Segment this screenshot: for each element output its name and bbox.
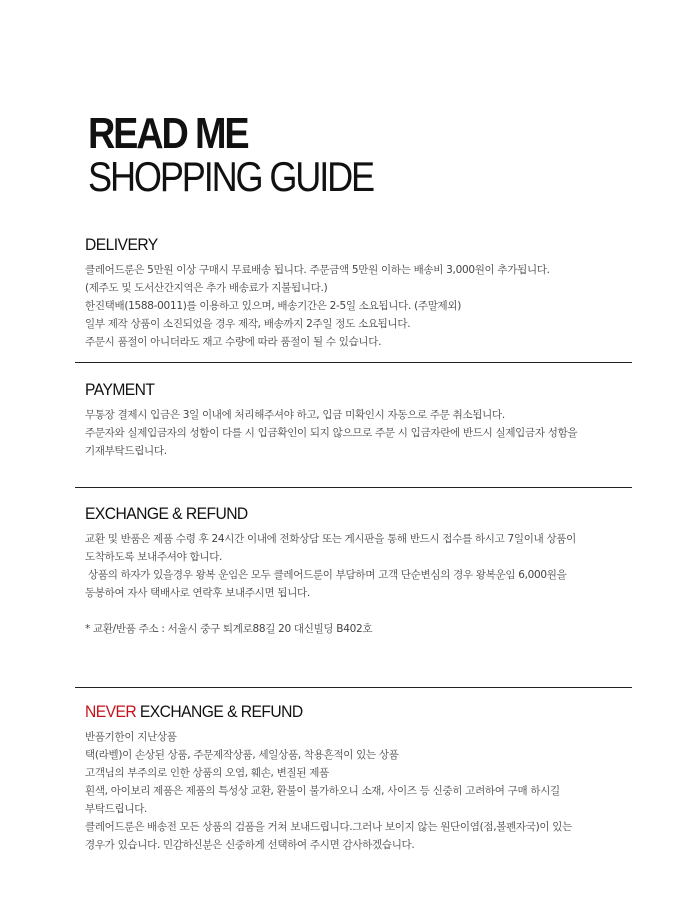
delivery-line: 한진택배(1588-0011)를 이용하고 있으며, 배송기간은 2-5일 소요됩니다. (주말제외): [85, 300, 462, 312]
delivery-line: (제주도 및 도서산간지역은 추가 배송료가 지불됩니다.): [85, 282, 328, 294]
delivery-line: 클레어드룬은 5만원 이상 구매시 무료배송 됩니다. 주문금액 5만원 이하는 배송비 3,000원이 추가됩니다.: [85, 264, 550, 276]
never-exchange-section: [85, 702, 633, 854]
delivery-section: [85, 235, 633, 351]
exchange-line: 상품의 하자가 있을경우 왕복 운임은 모두 클레어드룬이 부담하며 고객 단순변심의 경우 왕복운임 6,000원을: [85, 569, 567, 581]
section-divider: [75, 362, 632, 363]
never-accent: NEVER: [85, 702, 137, 721]
never-line: 클레어드룬은 배송전 모든 상품의 검품을 거쳐 보내드립니다.그러나 보이지 않는 원단이염(점,볼펜자국)이 있는: [85, 821, 572, 833]
never-line: 부탁드립니다.: [85, 803, 148, 815]
payment-title: PAYMENT: [85, 380, 155, 399]
page-header: [88, 109, 419, 200]
never-line: 반품기한이 지난상품: [85, 731, 177, 743]
page-subtitle: SHOPPING GUIDE: [88, 153, 374, 200]
exchange-line: 교환 및 반품은 제품 수령 후 24시간 이내에 전화상담 또는 게시판을 통해 반드시 접수를 하시고 7일이내 상품이: [85, 533, 576, 545]
return-address: * 교환/반품 주소 : 서울시 중구 퇴계로88길 20 대신빌딩 B402호: [85, 623, 373, 635]
never-line: 흰색, 아이보리 제품은 제품의 특성상 교환, 환불이 불가하오니 소재, 사이즈 등 신중히 고려하여 구매 하시길: [85, 785, 560, 797]
section-divider: [75, 687, 632, 688]
exchange-title: EXCHANGE & REFUND: [85, 504, 248, 523]
page-title: READ ME: [88, 109, 248, 158]
payment-section: [85, 380, 633, 460]
delivery-title: DELIVERY: [85, 235, 158, 254]
payment-line: 무통장 결제시 입금은 3일 이내에 처리해주셔야 하고, 입금 미확인시 자동으로 주문 취소됩니다.: [85, 409, 505, 421]
never-line: 고객님의 부주의로 인한 상품의 오염, 훼손, 변질된 제품: [85, 767, 329, 779]
payment-line: 주문자와 실제입금자의 성함이 다를 시 입금확인이 되지 않으므로 주문 시 입금자란에 반드시 실제입금자 성함을: [85, 427, 578, 439]
delivery-line: 일부 제작 상품이 소진되었을 경우 제작, 배송까지 2주일 정도 소요됩니다.: [85, 318, 411, 330]
exchange-line: 도착하도록 보내주셔야 합니다.: [85, 551, 223, 563]
exchange-section: [85, 504, 633, 638]
payment-line: 기재부탁드립니다.: [85, 445, 167, 457]
never-title-rest: EXCHANGE & REFUND: [136, 702, 303, 721]
never-line: 경우가 있습니다. 민감하신분은 신중하게 선택하여 주시면 감사하겠습니다.: [85, 839, 415, 851]
never-exchange-title: [85, 702, 589, 722]
exchange-line: 동봉하여 자사 택배사로 연락후 보내주시면 됩니다.: [85, 587, 310, 599]
delivery-line: 주문시 품절이 아니더라도 재고 수량에 따라 품절이 될 수 있습니다.: [85, 336, 382, 348]
never-line: 택(라벨)이 손상된 상품, 주문제작상품, 세일상품, 착용흔적이 있는 상품: [85, 749, 399, 761]
section-divider: [75, 487, 632, 488]
